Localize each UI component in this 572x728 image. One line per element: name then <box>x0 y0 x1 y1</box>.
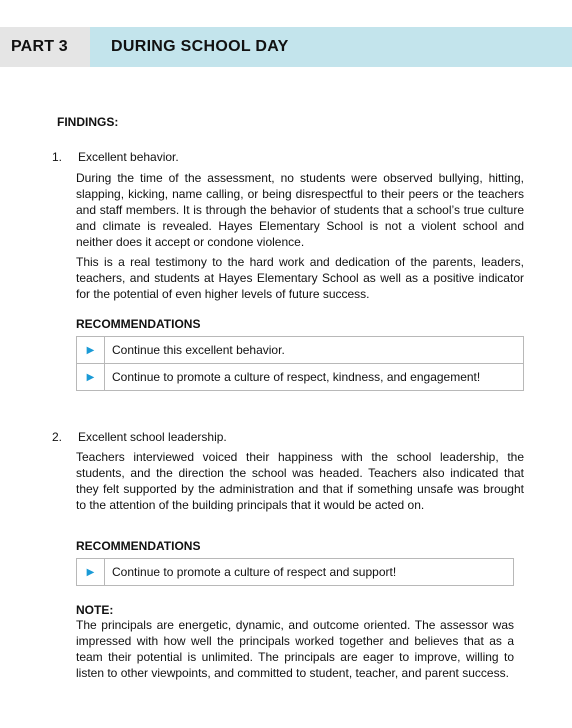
recommendation-row <box>77 337 524 364</box>
recommendations-2-table <box>76 558 514 586</box>
recommendation-text: Continue to promote a culture of respect and support! <box>105 559 514 586</box>
section-header <box>0 27 572 67</box>
finding-1-heading <box>52 150 179 164</box>
section-title: DURING SCHOOL DAY <box>90 27 572 67</box>
recommendations-1-heading: RECOMMENDATIONS <box>76 317 201 331</box>
note-heading: NOTE: <box>76 603 114 617</box>
finding-2-paragraph-1: Teachers interviewed voiced their happiness with the school leadership, the students, and the direction the school was headed. Teachers also indicated that they felt supported by the administration and that if something unsafe was brought to the attention of the building principals that it would be acted on. <box>76 450 524 512</box>
finding-2-number: 2. <box>52 430 63 444</box>
part-label: PART 3 <box>0 27 90 67</box>
recommendation-text: Continue to promote a culture of respect, kindness, and engagement! <box>105 364 524 391</box>
triangle-bullet-icon: ▶ <box>77 559 105 586</box>
finding-1-number: 1. <box>52 150 63 164</box>
finding-2-title: Excellent school leadership. <box>78 430 227 444</box>
finding-1-paragraph-2: This is a real testimony to the hard work and dedication of the parents, leaders, teachers, and students at Hayes Elementary School as well as a positive indicator for the potential of even higher levels of future success. <box>76 255 524 301</box>
findings-heading: FINDINGS: <box>57 115 119 129</box>
recommendations-1-table <box>76 336 524 391</box>
finding-2-heading <box>52 430 227 444</box>
recommendation-row <box>77 559 514 586</box>
triangle-bullet-icon: ▶ <box>77 337 105 364</box>
recommendation-row <box>77 364 524 391</box>
finding-1-title: Excellent behavior. <box>78 150 179 164</box>
triangle-bullet-icon: ▶ <box>77 364 105 391</box>
finding-1-paragraph-1: During the time of the assessment, no students were observed bullying, hitting, slapping, kicking, name calling, or being disrespectful to their peers or the teachers and staff members. It is through the behavior of students that a school’s true culture and climate is revealed. Hayes Elementary School is not a violent school and neither does it accept or condone violence. <box>76 171 524 249</box>
recommendation-text: Continue this excellent behavior. <box>105 337 524 364</box>
note-paragraph: The principals are energetic, dynamic, and outcome oriented. The assessor was impressed with how well the principals worked together and believes that as a team their potential is unlimited. The principals are eager to improve, willing to listen to other viewpoints, and committed to student, teacher, and parent success. <box>76 618 514 680</box>
recommendations-2-heading: RECOMMENDATIONS <box>76 539 201 553</box>
